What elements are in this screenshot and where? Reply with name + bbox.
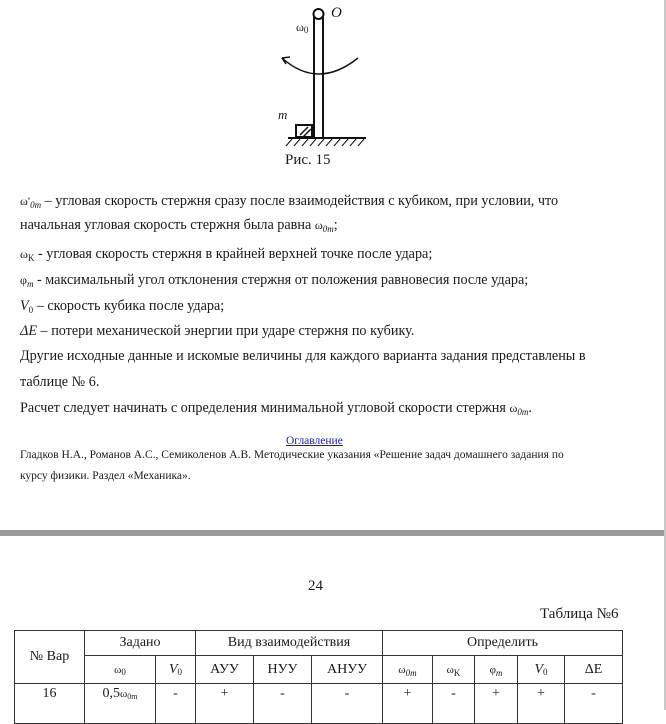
definition-omega0m-prime: $\omega'_{0m}$ – угловая скорость стержня сразу после взаимодействия с кубиком, при условии, что (20, 193, 559, 210)
cell-ayy: + (196, 684, 254, 724)
table-header-row-1 (15, 631, 623, 656)
subheader-omega0m: $\omega_{0m}$ (383, 656, 433, 684)
cell-phim: + (475, 684, 518, 724)
cell-omegaK: - (433, 684, 475, 724)
figure-caption: Рис. 15 (285, 152, 331, 168)
definition-omegaK: $\omega_K$ - угловая скорость стержня в крайней верхней точке после удара; (20, 246, 433, 263)
cell-v0-determine: + (518, 684, 565, 724)
cell-omega0m: + (383, 684, 433, 724)
omega0-label: ω0 (296, 20, 309, 35)
reference-line-1: Гладков Н.А., Романов А.С., Семиколенов А.В. Методические указания «Решение задач домашнего задания по (20, 449, 564, 461)
subheader-anyy: АНУУ (312, 656, 383, 684)
cell-anyy: - (312, 684, 383, 724)
mass-label: m (278, 107, 288, 122)
header-variant: № Вар (15, 631, 85, 684)
paragraph-table-reference-cont: таблице № 6. (20, 374, 100, 390)
cell-deltaE: - (565, 684, 623, 724)
header-determine: Определить (383, 631, 623, 656)
subheader-deltaE: ΔE (565, 656, 623, 684)
cell-omega0: 0,5ω0m (85, 684, 156, 724)
header-interaction: Вид взаимодействия (196, 631, 383, 656)
header-given: Задано (85, 631, 196, 656)
subheader-omega0: ω0 (85, 656, 156, 684)
table-row (15, 684, 623, 724)
definition-phim: $\varphi_m$ - максимальный угол отклонения стержня от положения равновесия после удара; (20, 272, 529, 289)
paragraph-start-calc: Расчет следует начинать с определения минимальной угловой скорости стержня $\omega_{0m}$. (20, 400, 532, 417)
subheader-ayy: АУУ (196, 656, 254, 684)
cell-nyy: - (254, 684, 312, 724)
rod-pendulum-figure (270, 0, 380, 175)
reference-line-2: курсу физики. Раздел «Механика». (20, 470, 191, 482)
cell-v0-given: - (156, 684, 196, 724)
table-label: Таблица №6 (540, 606, 619, 622)
subheader-phim: $\varphi_m$ (475, 656, 518, 684)
subheader-v0-determine: V0 (518, 656, 565, 684)
subheader-nyy: НУУ (254, 656, 312, 684)
table-header-row-2 (15, 656, 623, 684)
toc-link[interactable]: Оглавление (286, 435, 343, 447)
page-number: 24 (308, 578, 323, 594)
subheader-v0-given: V0 (156, 656, 196, 684)
pivot-label: O (331, 5, 342, 21)
subheader-omegaK: $\omega_K$ (433, 656, 475, 684)
paragraph-table-reference: Другие исходные данные и искомые величины для каждого варианта задания представлены в (20, 348, 586, 364)
cell-variant: 16 (15, 684, 85, 724)
definition-deltaE: ΔE – потери механической энергии при ударе стержня по кубику. (20, 323, 415, 339)
definition-v0: $V_0$ – скорость кубика после удара; (20, 298, 225, 315)
definition-omega0m-prime-cont: начальная угловая скорость стержня была равна $\omega_{0m}$; (20, 217, 338, 234)
